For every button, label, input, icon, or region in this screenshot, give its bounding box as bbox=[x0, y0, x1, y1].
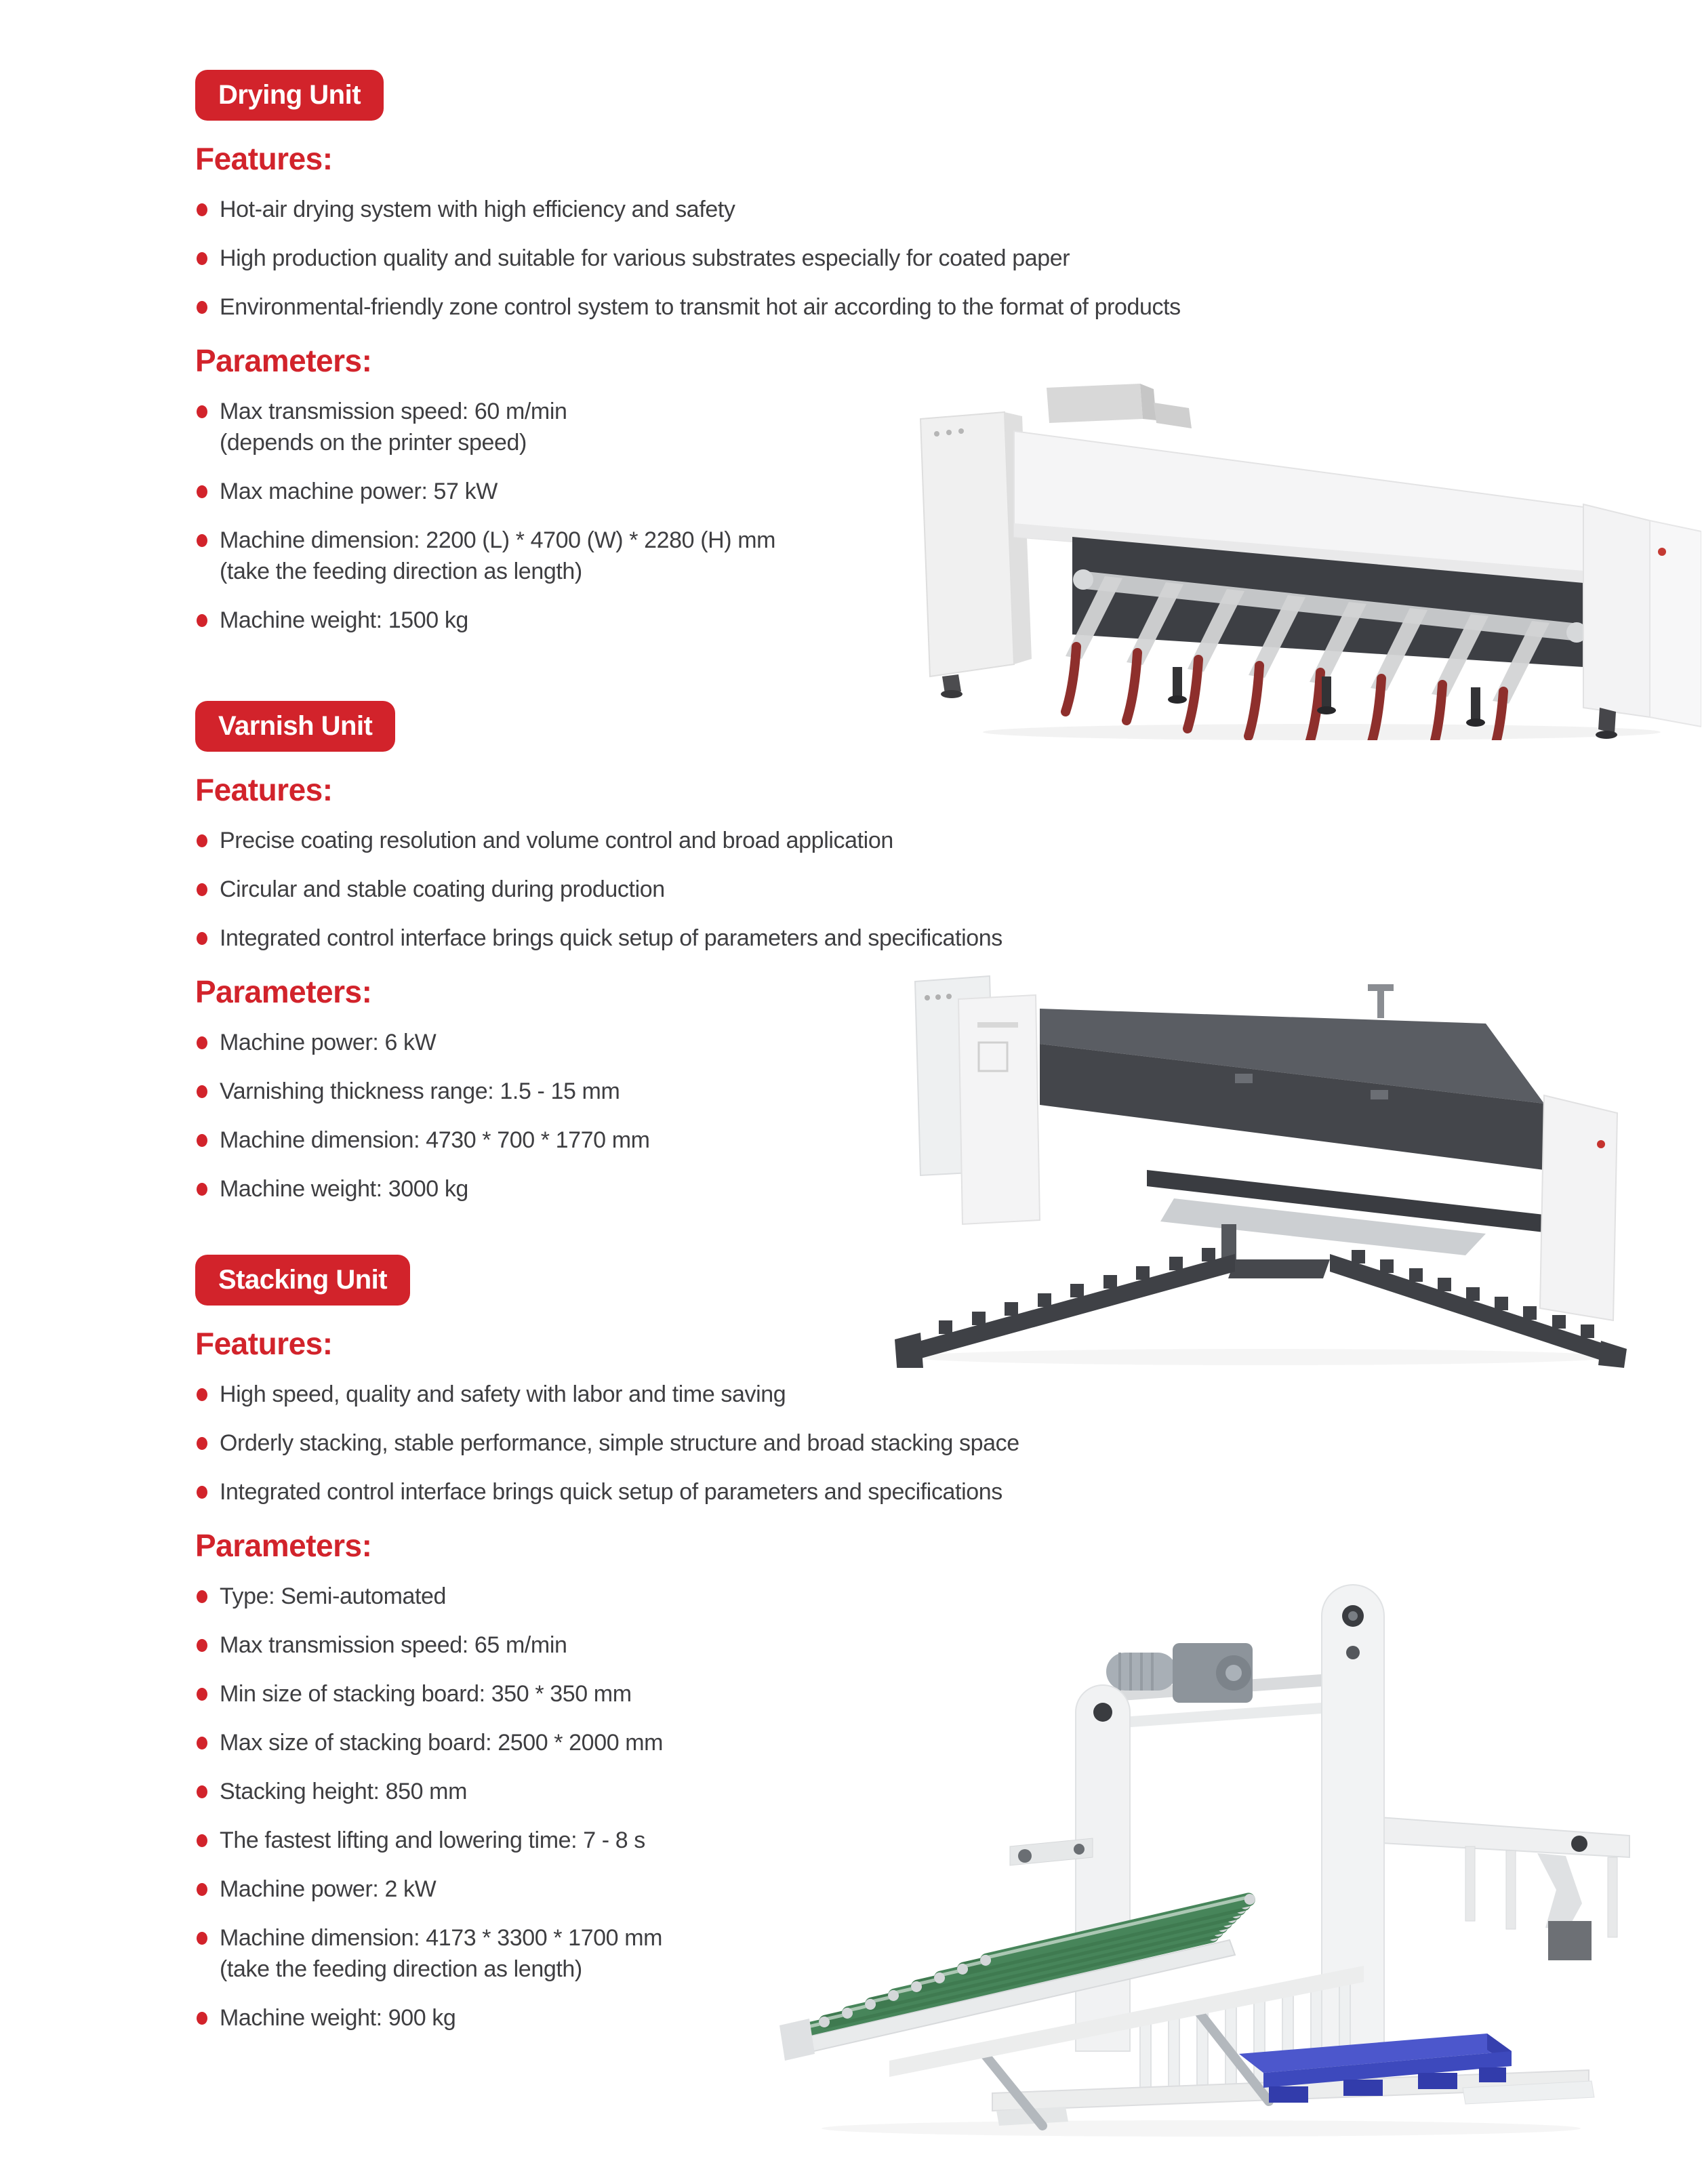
bullet-icon bbox=[197, 1437, 207, 1450]
bullet-icon bbox=[197, 1486, 207, 1499]
parameter-text: Machine dimension: 2200 (L) * 4700 (W) * 2280 (H) mm bbox=[220, 527, 776, 553]
parameter-text: Machine weight: 900 kg bbox=[220, 2005, 456, 2031]
feature-item bbox=[195, 874, 1402, 905]
bullet-icon bbox=[197, 1388, 207, 1401]
bullet-icon bbox=[197, 1834, 207, 1847]
bullet-icon bbox=[197, 1737, 207, 1750]
drying-unit-badge: Drying Unit bbox=[195, 70, 384, 121]
parameter-text: Min size of stacking board: 350 * 350 mm bbox=[220, 1681, 632, 1707]
parameter-text: Machine power: 2 kW bbox=[220, 1876, 437, 1902]
parameters-heading: Parameters: bbox=[195, 974, 372, 1009]
bullet-icon bbox=[197, 485, 207, 498]
feature-item bbox=[195, 194, 1402, 225]
stacking-unit-badge: Stacking Unit bbox=[195, 1255, 410, 1306]
bullet-icon bbox=[197, 1183, 207, 1196]
bullet-icon bbox=[197, 614, 207, 627]
bullet-icon bbox=[197, 932, 207, 945]
bullet-icon bbox=[197, 2012, 207, 2025]
bullet-icon bbox=[197, 405, 207, 418]
bullet-icon bbox=[197, 1036, 207, 1049]
parameter-text: Max transmission speed: 60 m/min bbox=[220, 399, 567, 424]
parameter-text: Machine weight: 3000 kg bbox=[220, 1176, 468, 1202]
bullet-icon bbox=[197, 834, 207, 847]
stacking-unit-machine-image bbox=[727, 1551, 1638, 2141]
feature-text: High speed, quality and safety with labor and time saving bbox=[220, 1381, 786, 1407]
features-list bbox=[195, 825, 1402, 954]
feature-item bbox=[195, 291, 1402, 323]
parameter-note: (depends on the printer speed) bbox=[220, 430, 527, 456]
parameter-text: The fastest lifting and lowering time: 7 - 8 s bbox=[220, 1827, 645, 1853]
feature-item bbox=[195, 1379, 1402, 1410]
parameter-note: (take the feeding direction as length) bbox=[220, 559, 582, 584]
parameter-text: Max machine power: 57 kW bbox=[220, 479, 498, 504]
drying-unit-machine-image bbox=[901, 374, 1701, 740]
feature-text: High production quality and suitable for various substrates especially for coated paper bbox=[220, 245, 1070, 271]
parameter-text: Machine weight: 1500 kg bbox=[220, 607, 468, 633]
feature-text: Integrated control interface brings quick setup of parameters and specifications bbox=[220, 925, 1002, 951]
bullet-icon bbox=[197, 203, 207, 216]
bullet-icon bbox=[197, 1883, 207, 1896]
features-list bbox=[195, 194, 1402, 323]
features-list bbox=[195, 1379, 1402, 1508]
parameter-text: Machine dimension: 4173 * 3300 * 1700 mm bbox=[220, 1925, 663, 1951]
bullet-icon bbox=[197, 1688, 207, 1701]
bullet-icon bbox=[197, 883, 207, 896]
bullet-icon bbox=[197, 1590, 207, 1603]
feature-text: Orderly stacking, stable performance, simple structure and broad stacking space bbox=[220, 1430, 1019, 1456]
parameter-text: Stacking height: 850 mm bbox=[220, 1779, 467, 1804]
feature-item bbox=[195, 1428, 1402, 1459]
parameter-note: (take the feeding direction as length) bbox=[220, 1956, 582, 1982]
bullet-icon bbox=[197, 252, 207, 265]
feature-text: Precise coating resolution and volume control and broad application bbox=[220, 828, 893, 853]
bullet-icon bbox=[197, 1785, 207, 1798]
feature-item bbox=[195, 243, 1402, 274]
parameter-text: Machine dimension: 4730 * 700 * 1770 mm bbox=[220, 1127, 650, 1153]
bullet-icon bbox=[197, 1639, 207, 1652]
features-heading: Features: bbox=[195, 1326, 333, 1361]
bullet-icon bbox=[197, 1932, 207, 1945]
parameters-heading: Parameters: bbox=[195, 343, 372, 378]
parameter-text: Varnishing thickness range: 1.5 - 15 mm bbox=[220, 1078, 620, 1104]
parameter-text: Type: Semi-automated bbox=[220, 1583, 447, 1609]
parameter-text: Machine power: 6 kW bbox=[220, 1030, 437, 1055]
parameter-text: Max size of stacking board: 2500 * 2000 mm bbox=[220, 1730, 664, 1756]
feature-text: Hot-air drying system with high efficiency and safety bbox=[220, 197, 735, 222]
parameter-text: Max transmission speed: 65 m/min bbox=[220, 1632, 567, 1658]
bullet-icon bbox=[197, 1085, 207, 1098]
feature-text: Environmental-friendly zone control system to transmit hot air according to the format of products bbox=[220, 294, 1181, 320]
bullet-icon bbox=[197, 301, 207, 314]
varnish-unit-badge: Varnish Unit bbox=[195, 701, 395, 752]
features-heading: Features: bbox=[195, 141, 333, 176]
feature-item bbox=[195, 825, 1402, 856]
parameters-heading: Parameters: bbox=[195, 1528, 372, 1563]
feature-text: Integrated control interface brings quick setup of parameters and specifications bbox=[220, 1479, 1002, 1505]
bullet-icon bbox=[197, 534, 207, 547]
bullet-icon bbox=[197, 1134, 207, 1147]
feature-item bbox=[195, 1476, 1402, 1508]
feature-text: Circular and stable coating during production bbox=[220, 876, 665, 902]
features-heading: Features: bbox=[195, 772, 333, 807]
